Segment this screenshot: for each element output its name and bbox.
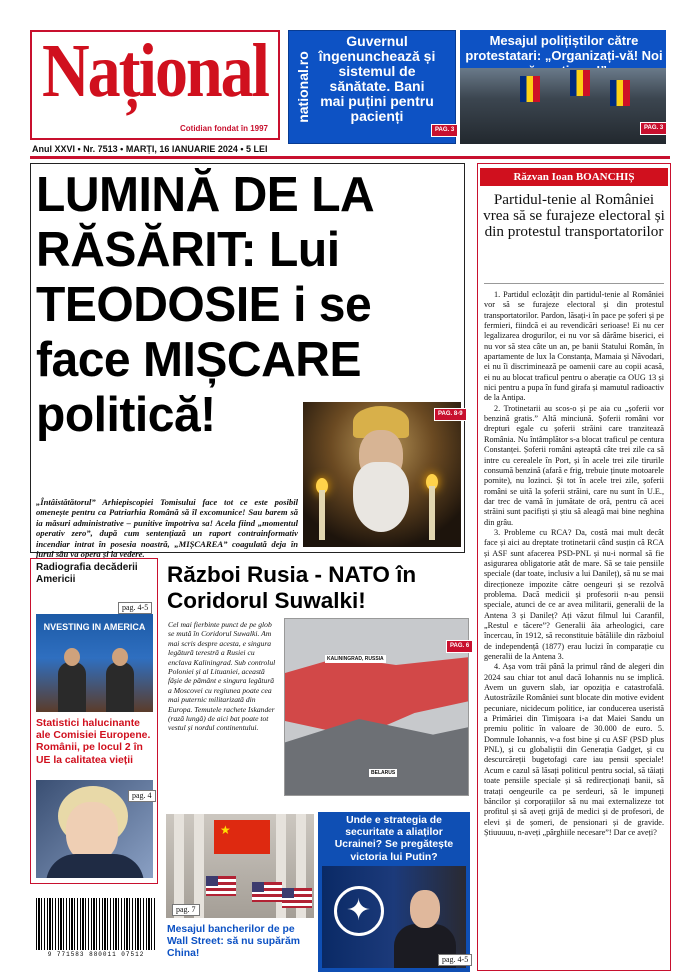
- head-shape: [410, 890, 440, 928]
- eu-stats-story-title[interactable]: Statistici halucinante ale Comisiei Europene. Românii, pe locul 2 în UE la calitatea vieții: [36, 718, 151, 766]
- main-headline[interactable]: LUMINĂ DE LA RĂSĂRIT: Lui TEODOSIE i se face MIȘCARE politică!: [36, 168, 373, 442]
- romanian-flag-icon: [610, 80, 630, 106]
- us-flag-icon: [282, 888, 312, 908]
- eu-stats-story-page: pag. 4: [128, 790, 156, 802]
- nato-putin-photo: [322, 866, 466, 968]
- romanian-flag-icon: [520, 76, 540, 102]
- banner-police-page-badge: PAG. 3: [640, 122, 667, 135]
- editorial-paragraph: 1. Partidul eclozățit din partidul-tenie al României vor să se furajeze electoral și din protestul transportatorilor. Pardon, lăsați-i în pace pe șoferi și pe fermieri, fiindcă ei au revendicări serioase! Ei nu cer legalizarea drogurilor, ei nu vor să dărâme biserici, ei nu vor să stea câte un an, pe banii Statului Român, în apartamente de lux la Constanța, Mamaia și Năvodari, ei nu îi discriminează pe oamenii care au copii acasă, ei nu au blocat traficul pentru o aberație ca OUG 13 și nici pentru a pupa în fund girafa și mamutul radioactiv de la Antipa.: [484, 290, 664, 403]
- investing-america-photo: [36, 614, 153, 712]
- editorial-body: [484, 290, 664, 838]
- body-shape: [46, 854, 144, 878]
- face-shape: [66, 802, 118, 862]
- war-story-page-badge: PAG. 6: [446, 640, 473, 653]
- editorial-title[interactable]: Partidul-tenie al României vrea să se furajeze electoral și din protestul transportatorilor: [483, 191, 665, 240]
- banner-police-story[interactable]: [460, 30, 666, 144]
- investing-banner-text: NVESTING IN AMERICA: [43, 622, 146, 632]
- candle-icon: [429, 486, 435, 540]
- beard-shape: [353, 462, 409, 532]
- head-shape: [112, 648, 128, 666]
- barcode-number: 9 771583 880011 07512: [47, 951, 145, 958]
- bank-story-title[interactable]: Mesajul bancherilor de pe Wall Street: să nu supărăm China!: [167, 924, 300, 959]
- bank-story-page: pag. 7: [172, 904, 200, 916]
- main-story-page-badge: PAG. 8-9: [434, 408, 467, 421]
- map-label-kaliningrad: KALININGRAD, RUSSIA: [327, 656, 384, 662]
- candle-icon: [319, 490, 325, 540]
- america-story-page: pag. 4-5: [118, 602, 152, 614]
- head-shape: [64, 648, 80, 666]
- star-icon: ★: [220, 823, 231, 837]
- main-story-lede: „Întâistătătorul” Arhiepiscopiei Tomisului face tot ce este posibil omenește pentru ca Patriarhia Română să îl excomunice! Sau barem să ia măsuri administrative – punitive împotriva sa! Acela fiind „momentul operativ zero”, după cum sentențiază un raport contrainformativ incendiar intrat în posesia noastră, „MIȘCAREA” coagulată deja în jurul său va opera și la vedere.: [36, 497, 298, 560]
- person-shape: [106, 662, 134, 712]
- nato-star-icon: [334, 886, 384, 936]
- us-flag-icon: [206, 876, 236, 896]
- editorial-paragraph: 2. Trotinetarii au scos-o și pe aia cu „șoferii vor benzină gratis.” Altă minciună. Șoferii români vor drepturi egale cu șoferii străini care tranzitează România. Nu întâmplător s-a blocat traficul pe centura Constanței. Șoferii români așteaptă câte trei zile ca să intre cu cerealele în Port, și în acele trei zile tirurile consumă benzină (afară e frig, trebuie ținute motoarele pornite), nu lozinci. Și tot în acele trei zile, șoferii români se uită la șoferii străini, care nu sunt în U.E., dar trec de vamă în jumătate de oră, pentru că acei străini sunt pacifiști și știu să aleagă mai bine neghina din grâu.: [484, 403, 664, 527]
- barcode-icon: [36, 898, 156, 950]
- editorial-divider: [484, 283, 664, 284]
- issue-line: Anul XXVI • Nr. 7513 • MARȚI, 16 IANUARIE 2024 • 5 LEI: [32, 144, 268, 154]
- putin-story-title[interactable]: Unde e strategia de securitate a aliaților Ucrainei? Se pregătește victoria lui Putin?: [334, 815, 454, 863]
- column-shape: [174, 814, 184, 918]
- masthead-subtitle: Cotidian fondat în 1997: [179, 124, 268, 133]
- banner-health-page-badge: PAG. 3: [431, 124, 458, 137]
- war-story-lede: Cel mai fierbinte punct de pe glob se mută în Coridorul Suwalki. Am mai scris despre acesta, e singura legătură terestră a Rusiei cu enclava Kaliningrad. Sub controlul Poloniei și al Lituaniei, această fâșie de pământ e singura legătură a Moscovei cu regiunea poate cea mai puternic militarizată din Europa. Temutele rachete Iskander (rază lungă) de aici bat poate tot vestul și nordul continentului.: [168, 620, 276, 733]
- belarus-region-shape: [285, 719, 469, 796]
- masthead: [30, 30, 280, 140]
- war-headline[interactable]: Război Rusia - NATO în Coridorul Suwalki!: [167, 562, 417, 613]
- person-shape: [58, 662, 86, 712]
- editorial-author: Răzvan Ioan BOANCHIȘ: [480, 168, 668, 186]
- newspaper-logo[interactable]: Național: [41, 29, 269, 114]
- suwalki-map: [284, 618, 469, 796]
- putin-story-page: pag. 4-5: [438, 954, 472, 966]
- site-url[interactable]: [292, 30, 314, 144]
- us-flag-icon: [252, 882, 282, 902]
- editorial-paragraph: 4. Așa vom trăi până la primul rând de alegeri din 2024 sau chiar tot anul dacă Iohannis nu se implică. Avem un guvern slab, iar opoziția e catastrofală. Autostrăzile României sunt blocate din motive evident pecuniare, nicidecum politice, iar conducerea useristă a Primăriei din Timișoara i-a dat Maiei Sandu un premiu politic în valoare de 30.000 de euro. 5. Domnule Iohannis, v-a fost bine și cu ASF (PSD plus PNL), și cu globaliștii din Generația Gadget, și cu descurcăreții bugetofagi care iau pensii speciale! Acum e cazul să lăsați politicul pentru social, să tăiați toate pensiile speciale și să redirecționați banii, să tratați oengeurile ca pe serdeuri, să le impuneți băncilor și corporațiilor să nu mai externalizeze tot profitul și să aveți grijă de medici și de profesori, de elevi și de șomeri, de pensionari și de gravide. Știuuuuu, n-aveți „pârghiile necesare”! Dar ce aveți?: [484, 662, 664, 837]
- header-divider: [30, 156, 670, 159]
- america-story-title[interactable]: Radiografia decăderii Americii: [36, 562, 138, 585]
- barcode: [32, 896, 160, 962]
- banner-police-headline[interactable]: Mesajul polițiștilor către protestatari: „Organizați-vă! Noi: [465, 33, 663, 63]
- site-url-text: national.ro: [295, 51, 311, 123]
- editorial-paragraph: 3. Probleme cu RCA? Da, costă mai mult decât face și aici au dreptate trotinetarii când susțin că RCA și ASF sunt afacerea PSD-PNL și nu-i normal să fie asigurarea obligatorie atât de mare. Să se taie pensiile speciale (dar toate, inclusiv a lui Danileț), să nu se mai direcționeze impozite către oengeuri și se rezolvă problema. Dacă medicii și profesorii n-au pensii speciale, atunci de ce ar avea militarii, generalii de la Antena 3 și Danileț? Ați văzut filmul lui Caranfil, „Restul e tăcere”? Generalii ăia arheologici, care încercau, în 1912, să reconstituie bătăliile din războiul de independență (1877) erau lucizi în comparație cu generalii de la Antena 3.: [484, 527, 664, 662]
- wall-street-photo: [166, 814, 314, 918]
- bishop-photo: [303, 402, 461, 547]
- banner-health-headline[interactable]: Guvernul îngenunchează și sistemul de sănătate. Bani mai puțini pentru pacienți: [318, 33, 436, 124]
- protest-photo: [460, 68, 666, 144]
- map-label-belarus: BELARUS: [371, 770, 396, 776]
- column-shape: [194, 814, 204, 918]
- romanian-flag-icon: [570, 70, 590, 96]
